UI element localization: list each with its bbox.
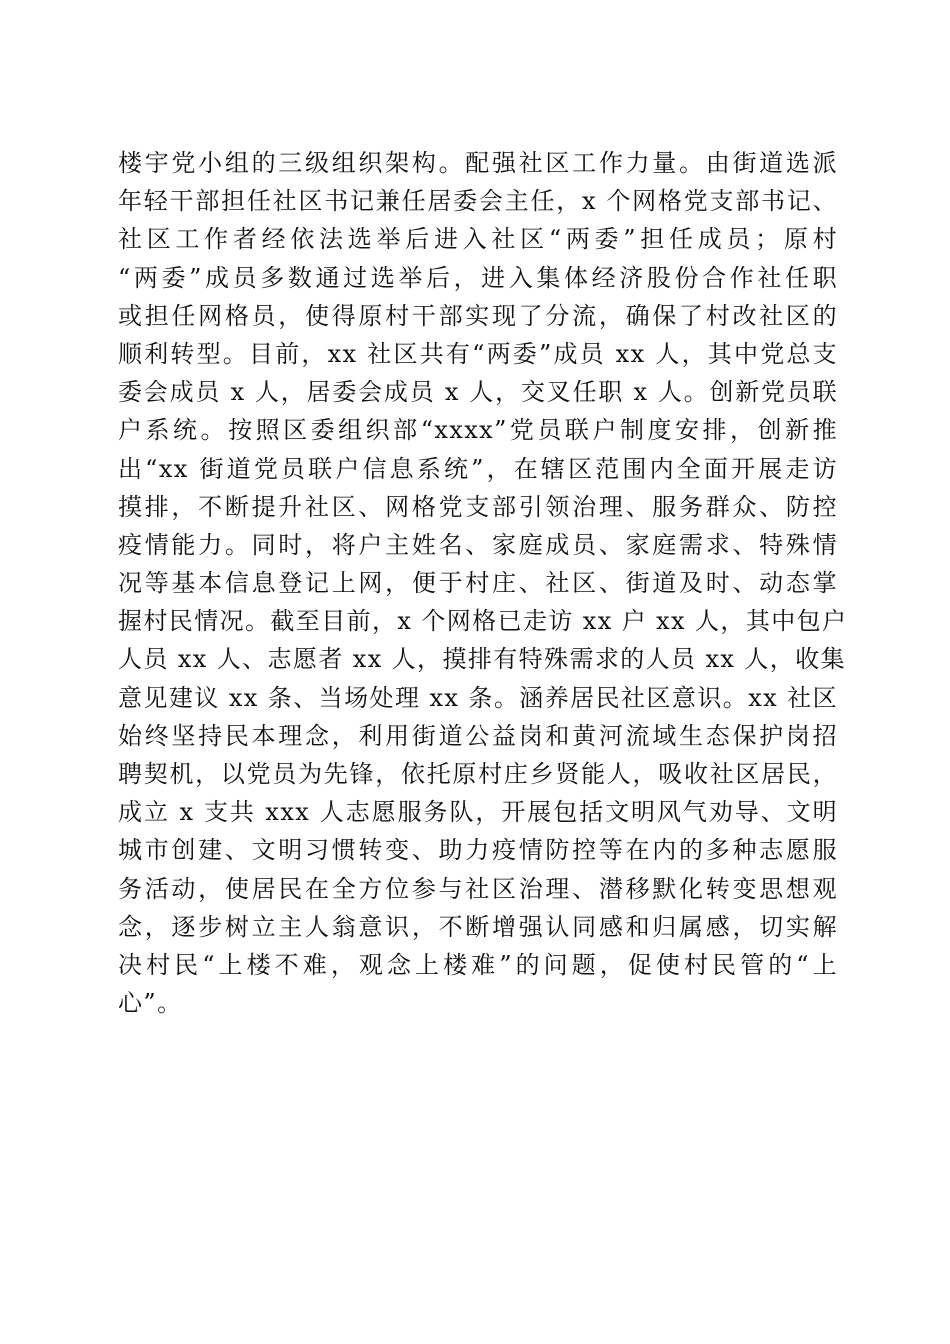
text-line: 握村民情况。截至目前，x 个网格已走访 xx 户 xx 人，其中包户 — [118, 607, 848, 636]
text-line: 始终坚持民本理念，利用街道公益岗和黄河流域生态保护岗招 — [118, 721, 838, 750]
text-line: 楼宇党小组的三级组织架构。配强社区工作力量。由街道选派 — [118, 149, 838, 177]
text-line: 社区工作者经依法选举后进入社区“两委”担任成员；原村 — [118, 225, 838, 254]
text-line: 意见建议 xx 条、当场处理 xx 条。涵养居民社区意识。xx 社区 — [118, 683, 838, 712]
text-line: 委会成员 x 人，居委会成员 x 人，交叉任职 x 人。创新党员联 — [118, 378, 838, 407]
text-line: 务活动，使居民在全方位参与社区治理、潜移默化转变思想观 — [118, 874, 838, 903]
text-line: 出“xx 街道党员联户信息系统”，在辖区范围内全面开展走访 — [118, 454, 838, 483]
text-line: 心”。 — [118, 989, 183, 1018]
text-line: 年轻干部担任社区书记兼任居委会主任，x 个网格党支部书记、 — [118, 187, 838, 216]
text-line: 顺利转型。目前，xx 社区共有“两委”成员 xx 人，其中党总支 — [118, 339, 838, 368]
text-line: 人员 xx 人、志愿者 xx 人，摸排有特殊需求的人员 xx 人，收集 — [118, 645, 846, 674]
text-line: 成立 x 支共 xxx 人志愿服务队，开展包括文明风气劝导、文明 — [118, 798, 838, 827]
text-line: 聘契机，以党员为先锋，依托原村庄乡贤能人，吸收社区居民， — [118, 760, 838, 788]
text-line: 念，逐步树立主人翁意识，不断增强认同感和归属感，切实解 — [118, 912, 838, 941]
body-paragraph — [118, 144, 848, 1022]
text-line: “两委”成员多数通过选举后，进入集体经济股份合作社任职 — [118, 263, 838, 292]
text-line: 或担任网格员，使得原村干部实现了分流，确保了村改社区的 — [118, 301, 838, 330]
text-line: 户系统。按照区委组织部“xxxx”党员联户制度安排，创新推 — [118, 416, 838, 445]
text-line: 城市创建、文明习惯转变、助力疫情防控等在内的多种志愿服 — [118, 836, 838, 865]
text-line: 摸排，不断提升社区、网格党支部引领治理、服务群众、防控 — [118, 492, 838, 521]
text-line: 决村民“上楼不难，观念上楼难”的问题，促使村民管的“上 — [118, 950, 838, 979]
text-line: 况等基本信息登记上网，便于村庄、社区、街道及时、动态掌 — [118, 569, 838, 598]
text-line: 疫情能力。同时，将户主姓名、家庭成员、家庭需求、特殊情 — [118, 530, 838, 559]
